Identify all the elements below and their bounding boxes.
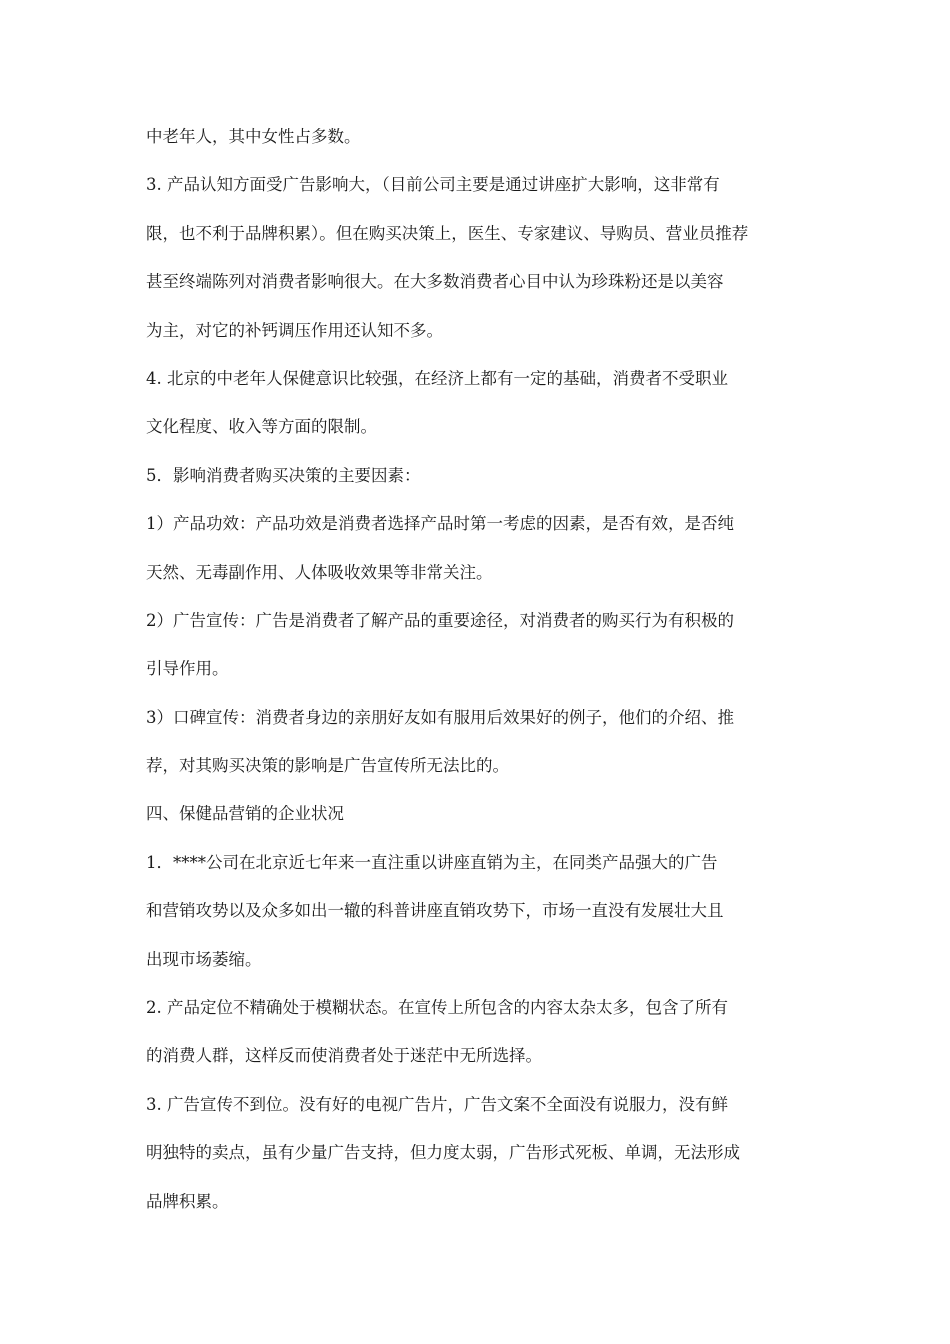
text-line: 为主，对它的补钙调压作用还认知不多。 bbox=[146, 320, 443, 340]
text-line: 引导作用。 bbox=[146, 659, 229, 679]
text-line: 3）口碑宣传：消费者身边的亲朋好友如有服用后效果好的例子，他们的介绍、推 bbox=[146, 707, 734, 727]
text-line: 3. 广告宣传不到位。没有好的电视广告片，广告文案不全面没有说服力，没有鲜 bbox=[146, 1094, 728, 1114]
text-line: 1）产品功效：产品功效是消费者选择产品时第一考虑的因素，是否有效，是否纯 bbox=[146, 514, 734, 534]
text-line: 和营销攻势以及众多如出一辙的科普讲座直销攻势下，市场一直没有发展壮大且 bbox=[146, 901, 724, 921]
text-line: 出现市场萎缩。 bbox=[146, 949, 262, 969]
section-heading: 四、保健品营销的企业状况 bbox=[146, 804, 344, 824]
text-line: 1．****公司在北京近七年来一直注重以讲座直销为主，在同类产品强大的广告 bbox=[146, 852, 718, 872]
text-line: 中老年人，其中女性占多数。 bbox=[146, 127, 361, 146]
document-page bbox=[146, 113, 810, 1226]
text-line: 2）广告宣传：广告是消费者了解产品的重要途径，对消费者的购买行为有积极的 bbox=[146, 610, 734, 630]
text-line: 限，也不利于品牌积累）。但在购买决策上，医生、专家建议、导购员、营业员推荐 bbox=[146, 223, 749, 243]
text-line: 3. 产品认知方面受广告影响大，（目前公司主要是通过讲座扩大影响，这非常有 bbox=[146, 175, 720, 195]
text-line: 2. 产品定位不精确处于模糊状态。在宣传上所包含的内容太杂太多，包含了所有 bbox=[146, 998, 728, 1018]
text-line: 文化程度、收入等方面的限制。 bbox=[146, 417, 377, 437]
text-line: 甚至终端陈列对消费者影响很大。在大多数消费者心目中认为珍珠粉还是以美容 bbox=[146, 272, 724, 292]
text-line: 品牌积累。 bbox=[146, 1191, 229, 1211]
text-line: 天然、无毒副作用、人体吸收效果等非常关注。 bbox=[146, 562, 493, 582]
text-line: 5．影响消费者购买决策的主要因素： bbox=[146, 465, 421, 485]
text-line: 4. 北京的中老年人保健意识比较强，在经济上都有一定的基础，消费者不受职业 bbox=[146, 368, 728, 388]
text-line: 明独特的卖点，虽有少量广告支持，但力度太弱，广告形式死板、单调，无法形成 bbox=[146, 1143, 740, 1163]
text-line: 的消费人群，这样反而使消费者处于迷茫中无所选择。 bbox=[146, 1046, 542, 1066]
text-line: 荐，对其购买决策的影响是广告宣传所无法比的。 bbox=[146, 756, 509, 776]
